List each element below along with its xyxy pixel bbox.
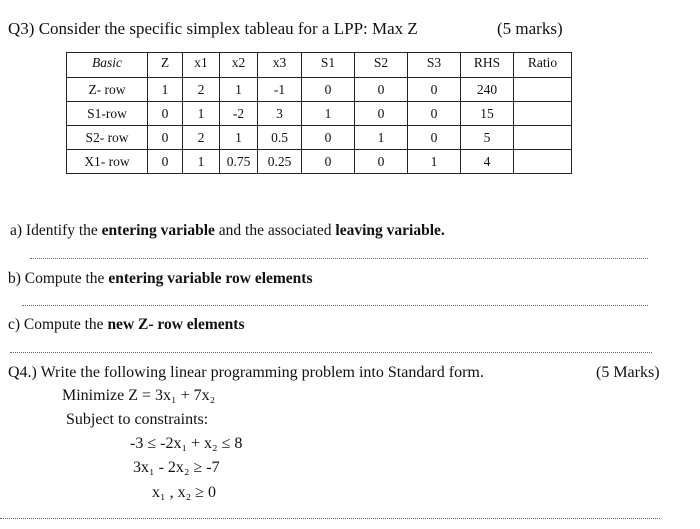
table-row [67,150,572,174]
q4-subject-to: Subject to constraints: [66,411,209,428]
table-cell: 1 [408,150,461,174]
header-rhs: RHS [461,53,514,78]
table-cell: -2 [220,102,258,126]
table-cell [514,150,572,174]
table-cell: 1 [183,150,220,174]
part-b-prefix: b) Compute the [8,270,109,287]
table-cell: 0 [302,126,355,150]
answer-line [30,258,648,259]
table-cell: Z- row [67,78,148,102]
table-cell: S1-row [67,102,148,126]
header-basic: Basic [67,53,148,78]
constraint-nonnegativity: x₁ , x₂ ≥ 0 [152,484,216,501]
part-c-bold: new Z- row elements [107,316,245,333]
table-cell: 15 [461,102,514,126]
table-cell: S2- row [67,126,148,150]
table-cell: X1- row [67,150,148,174]
answer-line [0,518,660,519]
table-row [67,102,572,126]
table-cell: 0 [302,78,355,102]
table-cell: 1 [220,126,258,150]
table-cell: 0 [148,126,183,150]
table-cell: 2 [183,78,220,102]
table-cell: 1 [355,126,408,150]
table-cell: 5 [461,126,514,150]
q4-title: Q4.) Write the following linear programming problem into Standard form. [8,364,484,381]
q3-marks: (5 marks) [497,19,563,38]
table-cell: 0 [408,126,461,150]
table-cell [514,78,572,102]
part-c-question [8,316,244,334]
constraint-1: -3 ≤ -2x₁ + x₂ ≤ 8 [130,435,243,452]
part-a-question [10,222,445,240]
header-x1: x1 [183,53,220,78]
q4-marks: (5 Marks) [596,364,660,381]
table-cell: 3 [258,102,302,126]
table-row [67,78,572,102]
tableau-header-row [67,53,572,78]
table-cell: 1 [220,78,258,102]
table-cell: 4 [461,150,514,174]
header-z: Z [148,53,183,78]
header-x3: x3 [258,53,302,78]
constraint-2: 3x₁ - 2x₂ ≥ -7 [133,459,220,476]
table-cell [514,102,572,126]
part-b-bold: entering variable row elements [108,270,313,287]
header-x2: x2 [220,53,258,78]
table-cell [514,126,572,150]
part-a-middle: and the associated [214,222,336,239]
table-cell: 0 [148,150,183,174]
simplex-tableau [66,52,572,174]
table-cell: 1 [183,102,220,126]
table-cell: 0 [408,78,461,102]
part-a-bold-entering: entering variable [101,222,215,239]
table-cell: 0.5 [258,126,302,150]
table-cell: 0 [302,150,355,174]
table-row [67,126,572,150]
header-s2: S2 [355,53,408,78]
part-c-prefix: c) Compute the [8,316,108,333]
table-cell: 1 [302,102,355,126]
table-cell: 0 [355,78,408,102]
part-b-question [8,270,313,288]
table-cell: 240 [461,78,514,102]
table-cell: 0 [355,150,408,174]
q4-objective: Minimize Z = 3x₁ + 7x₂ [62,387,216,404]
header-s3: S3 [408,53,461,78]
part-a-prefix: a) Identify the [10,222,102,239]
part-a-bold-leaving: leaving variable. [335,222,445,239]
table-cell: 0.75 [220,150,258,174]
table-cell: 0 [408,102,461,126]
table-cell: 1 [148,78,183,102]
table-cell: -1 [258,78,302,102]
header-ratio: Ratio [514,53,572,78]
header-s1: S1 [302,53,355,78]
answer-line [22,305,648,306]
table-cell: 0.25 [258,150,302,174]
table-cell: 0 [148,102,183,126]
answer-line [10,352,652,353]
q3-title: Q3) Consider the specific simplex tableau for a LPP: Max Z [8,19,418,38]
table-cell: 0 [355,102,408,126]
table-cell: 2 [183,126,220,150]
